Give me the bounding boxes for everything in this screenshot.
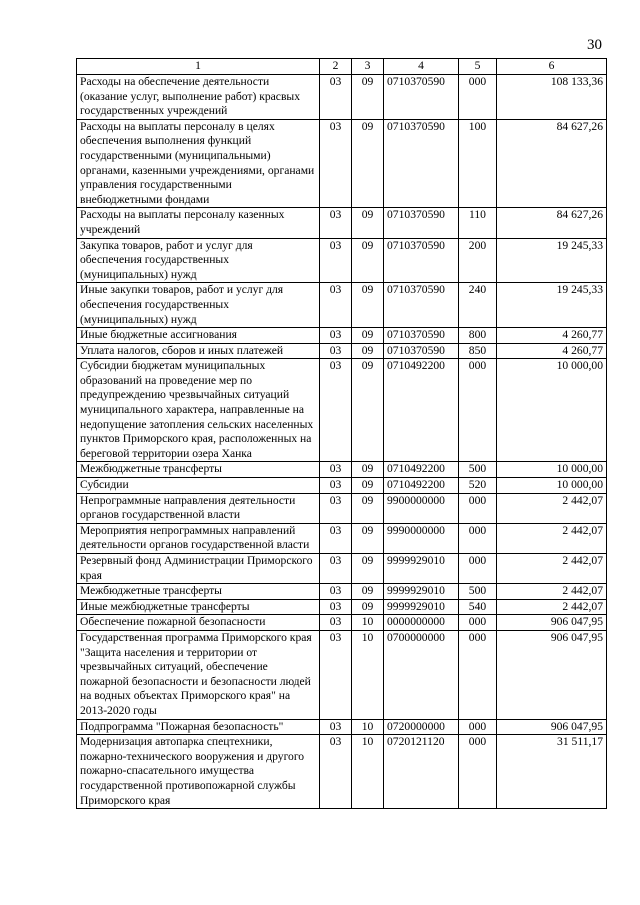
table-row — [77, 238, 607, 283]
table-row — [77, 719, 607, 735]
row-name: Расходы на выплаты персоналу казенных учреждений — [77, 208, 320, 238]
table-row — [77, 554, 607, 584]
row-expense-type: 000 — [459, 493, 497, 523]
row-section: 03 — [320, 493, 352, 523]
row-amount: 19 245,33 — [497, 238, 607, 283]
row-amount: 2 442,07 — [497, 599, 607, 615]
row-expense-type: 110 — [459, 208, 497, 238]
column-header: 2 — [320, 59, 352, 75]
header-row — [77, 59, 607, 75]
row-amount: 84 627,26 — [497, 208, 607, 238]
row-section: 03 — [320, 462, 352, 478]
row-subsection: 09 — [352, 554, 384, 584]
table-row — [77, 478, 607, 494]
row-section: 03 — [320, 119, 352, 208]
row-subsection: 10 — [352, 615, 384, 631]
table-row — [77, 523, 607, 553]
row-target-code: 0710492200 — [384, 359, 459, 462]
row-name: Иные закупки товаров, работ и услуг для обеспечения государственных (муниципальных) нужд — [77, 283, 320, 328]
row-section: 03 — [320, 584, 352, 600]
row-expense-type: 240 — [459, 283, 497, 328]
row-amount: 2 442,07 — [497, 554, 607, 584]
row-name: Расходы на выплаты персоналу в целях обеспечения выполнения функций государственными (муниципальными) органами, казенными учреждениями, органами управления государственными внебюджетными фондами — [77, 119, 320, 208]
table-row — [77, 75, 607, 120]
row-subsection: 09 — [352, 343, 384, 359]
row-subsection: 09 — [352, 238, 384, 283]
row-target-code: 9999929010 — [384, 599, 459, 615]
row-amount: 2 442,07 — [497, 584, 607, 600]
row-section: 03 — [320, 75, 352, 120]
row-target-code: 9999929010 — [384, 584, 459, 600]
row-amount: 906 047,95 — [497, 719, 607, 735]
row-name: Субсидии бюджетам муниципальных образований на проведение мер по предупреждению чрезвычайных ситуаций муниципального характера, направленные на недопущение затопления сельских населенных пунктов Приморского края, расположенных на береговой территории озера Ханка — [77, 359, 320, 462]
row-subsection: 09 — [352, 478, 384, 494]
column-header: 5 — [459, 59, 497, 75]
row-section: 03 — [320, 208, 352, 238]
table-row — [77, 119, 607, 208]
row-section: 03 — [320, 478, 352, 494]
page-number: 30 — [587, 37, 602, 53]
row-amount: 906 047,95 — [497, 630, 607, 719]
row-name: Иные бюджетные ассигнования — [77, 328, 320, 344]
row-subsection: 09 — [352, 119, 384, 208]
row-name: Закупка товаров, работ и услуг для обеспечения государственных (муниципальных) нужд — [77, 238, 320, 283]
row-name: Иные межбюджетные трансферты — [77, 599, 320, 615]
table-row — [77, 584, 607, 600]
table-row — [77, 343, 607, 359]
row-amount: 10 000,00 — [497, 462, 607, 478]
row-name: Резервный фонд Администрации Приморского края — [77, 554, 320, 584]
budget-table — [76, 58, 607, 809]
row-target-code: 0710370590 — [384, 238, 459, 283]
row-section: 03 — [320, 523, 352, 553]
row-expense-type: 100 — [459, 119, 497, 208]
row-target-code: 0710370590 — [384, 75, 459, 120]
column-header: 1 — [77, 59, 320, 75]
row-section: 03 — [320, 554, 352, 584]
row-amount: 10 000,00 — [497, 478, 607, 494]
row-amount: 4 260,77 — [497, 343, 607, 359]
row-target-code: 9900000000 — [384, 493, 459, 523]
row-expense-type: 000 — [459, 523, 497, 553]
row-expense-type: 000 — [459, 359, 497, 462]
table-row — [77, 493, 607, 523]
row-section: 03 — [320, 359, 352, 462]
row-target-code: 0710370590 — [384, 343, 459, 359]
row-subsection: 09 — [352, 283, 384, 328]
row-amount: 906 047,95 — [497, 615, 607, 631]
row-amount: 10 000,00 — [497, 359, 607, 462]
row-section: 03 — [320, 328, 352, 344]
row-target-code: 9990000000 — [384, 523, 459, 553]
row-target-code: 0720121120 — [384, 735, 459, 809]
row-name: Обеспечение пожарной безопасности — [77, 615, 320, 631]
row-subsection: 09 — [352, 328, 384, 344]
row-subsection: 09 — [352, 523, 384, 553]
column-header: 4 — [384, 59, 459, 75]
row-expense-type: 000 — [459, 630, 497, 719]
row-target-code: 0710492200 — [384, 478, 459, 494]
row-name: Мероприятия непрограммных направлений деятельности органов государственной власти — [77, 523, 320, 553]
row-section: 03 — [320, 283, 352, 328]
row-expense-type: 000 — [459, 735, 497, 809]
row-expense-type: 000 — [459, 554, 497, 584]
row-target-code: 0000000000 — [384, 615, 459, 631]
row-subsection: 09 — [352, 359, 384, 462]
column-header: 6 — [497, 59, 607, 75]
row-name: Модернизация автопарка спецтехники, пожарно-технического вооружения и другого пожарно-спасательного имущества государственной противопожарной службы Приморского края — [77, 735, 320, 809]
row-subsection: 09 — [352, 462, 384, 478]
table-row — [77, 630, 607, 719]
row-target-code: 0710370590 — [384, 283, 459, 328]
row-amount: 2 442,07 — [497, 493, 607, 523]
row-subsection: 10 — [352, 735, 384, 809]
row-section: 03 — [320, 719, 352, 735]
table-row — [77, 283, 607, 328]
row-section: 03 — [320, 599, 352, 615]
row-target-code: 0710370590 — [384, 119, 459, 208]
row-subsection: 09 — [352, 599, 384, 615]
row-amount: 31 511,17 — [497, 735, 607, 809]
row-subsection: 09 — [352, 75, 384, 120]
row-name: Расходы на обеспечение деятельности (оказание услуг, выполнение работ) красвых государственных учреждений — [77, 75, 320, 120]
row-section: 03 — [320, 615, 352, 631]
row-expense-type: 500 — [459, 584, 497, 600]
table-row — [77, 208, 607, 238]
row-amount: 19 245,33 — [497, 283, 607, 328]
row-amount: 2 442,07 — [497, 523, 607, 553]
row-section: 03 — [320, 630, 352, 719]
row-name: Подпрограмма "Пожарная безопасность" — [77, 719, 320, 735]
row-target-code: 0720000000 — [384, 719, 459, 735]
table-row — [77, 328, 607, 344]
row-target-code: 0710492200 — [384, 462, 459, 478]
row-section: 03 — [320, 238, 352, 283]
row-subsection: 09 — [352, 208, 384, 238]
row-target-code: 9999929010 — [384, 554, 459, 584]
row-name: Уплата налогов, сборов и иных платежей — [77, 343, 320, 359]
row-amount: 4 260,77 — [497, 328, 607, 344]
table-row — [77, 735, 607, 809]
table-row — [77, 462, 607, 478]
row-amount: 84 627,26 — [497, 119, 607, 208]
row-target-code: 0700000000 — [384, 630, 459, 719]
column-header: 3 — [352, 59, 384, 75]
table-row — [77, 599, 607, 615]
row-expense-type: 800 — [459, 328, 497, 344]
row-name: Межбюджетные трансферты — [77, 462, 320, 478]
row-expense-type: 000 — [459, 719, 497, 735]
row-expense-type: 000 — [459, 615, 497, 631]
table-row — [77, 615, 607, 631]
row-section: 03 — [320, 343, 352, 359]
row-section: 03 — [320, 735, 352, 809]
row-target-code: 0710370590 — [384, 208, 459, 238]
row-name: Государственная программа Приморского края "Защита населения и территории от чрезвычайных ситуаций, обеспечение пожарной безопасности и безопасности людей на водных объектах Приморского края" на 2013-2020 годы — [77, 630, 320, 719]
row-name: Межбюджетные трансферты — [77, 584, 320, 600]
row-expense-type: 000 — [459, 75, 497, 120]
row-expense-type: 520 — [459, 478, 497, 494]
row-subsection: 09 — [352, 584, 384, 600]
row-subsection: 09 — [352, 493, 384, 523]
row-name: Субсидии — [77, 478, 320, 494]
row-expense-type: 200 — [459, 238, 497, 283]
row-target-code: 0710370590 — [384, 328, 459, 344]
row-name: Непрограммные направления деятельности органов государственной власти — [77, 493, 320, 523]
row-expense-type: 540 — [459, 599, 497, 615]
row-subsection: 10 — [352, 719, 384, 735]
row-amount: 108 133,36 — [497, 75, 607, 120]
row-subsection: 10 — [352, 630, 384, 719]
table-row — [77, 359, 607, 462]
row-expense-type: 500 — [459, 462, 497, 478]
row-expense-type: 850 — [459, 343, 497, 359]
